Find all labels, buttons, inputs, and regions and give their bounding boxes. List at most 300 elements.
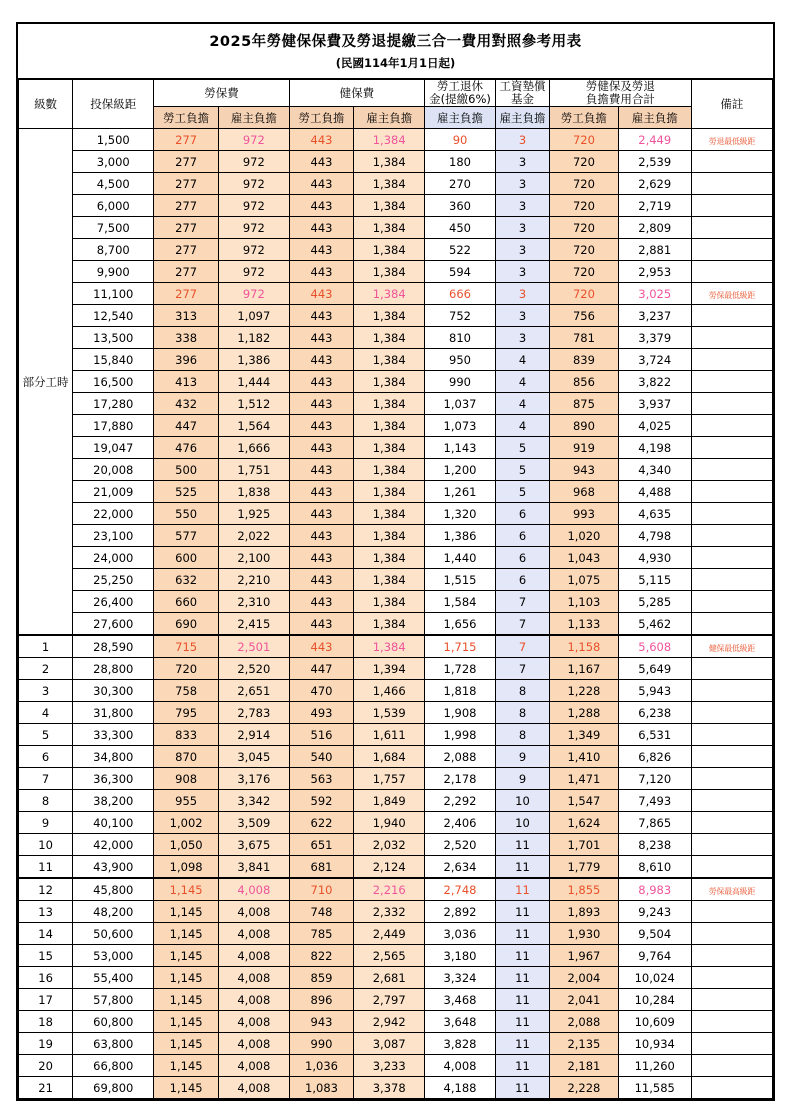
th-wage-fund-line1: 工資墊償 [499, 79, 546, 93]
cell-health-employer: 1,684 [354, 746, 425, 768]
cell-wage-fund: 11 [495, 1033, 549, 1055]
table-row [19, 702, 773, 724]
cell-bracket: 28,590 [73, 635, 154, 658]
cell-pension-employer: 1,261 [425, 481, 496, 503]
cell-total-employer: 5,462 [618, 613, 691, 636]
cell-total-employer: 4,798 [618, 525, 691, 547]
cell-grade: 18 [19, 1011, 73, 1033]
cell-health-employee: 443 [289, 459, 354, 481]
cell-bracket: 25,250 [73, 569, 154, 591]
cell-bracket: 13,500 [73, 327, 154, 349]
title-area [18, 24, 773, 79]
cell-health-employer: 1,849 [354, 790, 425, 812]
cell-total-employer: 6,826 [618, 746, 691, 768]
cell-remark [691, 217, 772, 239]
cell-total-employee: 1,133 [550, 613, 619, 636]
cell-labor-employee: 632 [154, 569, 219, 591]
th-total [550, 80, 692, 107]
cell-health-employer: 2,797 [354, 989, 425, 1011]
cell-total-employer: 9,504 [618, 923, 691, 945]
cell-health-employer: 1,940 [354, 812, 425, 834]
cell-bracket: 9,900 [73, 261, 154, 283]
cell-grade: 14 [19, 923, 73, 945]
cell-pension-employer: 752 [425, 305, 496, 327]
cell-total-employee: 875 [550, 393, 619, 415]
cell-total-employer: 4,930 [618, 547, 691, 569]
cell-total-employee: 856 [550, 371, 619, 393]
cell-health-employer: 1,384 [354, 459, 425, 481]
cell-labor-employee: 1,050 [154, 834, 219, 856]
cell-total-employee: 2,041 [550, 989, 619, 1011]
table-row [19, 305, 773, 327]
cell-labor-employee: 1,145 [154, 901, 219, 923]
cell-wage-fund: 3 [495, 327, 549, 349]
cell-health-employee: 443 [289, 261, 354, 283]
cell-labor-employer: 4,008 [218, 967, 289, 989]
cell-labor-employer: 4,008 [218, 923, 289, 945]
th-labor-insurance: 勞保費 [154, 80, 289, 107]
cell-total-employee: 1,779 [550, 856, 619, 879]
cell-total-employee: 1,967 [550, 945, 619, 967]
cell-total-employer: 4,198 [618, 437, 691, 459]
cell-pension-employer: 1,998 [425, 724, 496, 746]
cell-bracket: 1,500 [73, 129, 154, 151]
cell-total-employer: 2,953 [618, 261, 691, 283]
cell-total-employee: 1,349 [550, 724, 619, 746]
cell-remark [691, 1033, 772, 1055]
cell-pension-employer: 810 [425, 327, 496, 349]
table-row [19, 217, 773, 239]
cell-remark [691, 989, 772, 1011]
cell-bracket: 48,200 [73, 901, 154, 923]
cell-bracket: 30,300 [73, 680, 154, 702]
cell-health-employer: 1,384 [354, 283, 425, 305]
cell-health-employee: 443 [289, 525, 354, 547]
cell-health-employer: 1,384 [354, 525, 425, 547]
cell-health-employer: 1,384 [354, 393, 425, 415]
cell-health-employee: 443 [289, 283, 354, 305]
cell-labor-employer: 1,182 [218, 327, 289, 349]
cell-total-employee: 1,701 [550, 834, 619, 856]
table-row [19, 923, 773, 945]
cell-labor-employer: 2,022 [218, 525, 289, 547]
table-row [19, 658, 773, 680]
cell-labor-employee: 277 [154, 239, 219, 261]
cell-total-employer: 2,449 [618, 129, 691, 151]
cell-bracket: 23,100 [73, 525, 154, 547]
table-row [19, 349, 773, 371]
cell-total-employer: 2,809 [618, 217, 691, 239]
cell-remark [691, 349, 772, 371]
cell-labor-employer: 2,501 [218, 635, 289, 658]
cell-labor-employer: 1,564 [218, 415, 289, 437]
table-row [19, 415, 773, 437]
table-row [19, 195, 773, 217]
cell-wage-fund: 11 [495, 1055, 549, 1077]
cell-pension-employer: 950 [425, 349, 496, 371]
cell-total-employer: 8,238 [618, 834, 691, 856]
cell-labor-employer: 4,008 [218, 1033, 289, 1055]
table-row [19, 635, 773, 658]
cell-bracket: 6,000 [73, 195, 154, 217]
cell-remark [691, 525, 772, 547]
cell-grade: 3 [19, 680, 73, 702]
cell-remark [691, 305, 772, 327]
table-row [19, 768, 773, 790]
cell-total-employer: 5,115 [618, 569, 691, 591]
table-row [19, 1055, 773, 1077]
cell-labor-employer: 972 [218, 239, 289, 261]
cell-pension-employer: 2,406 [425, 812, 496, 834]
cell-remark [691, 724, 772, 746]
cell-pension-employer: 1,037 [425, 393, 496, 415]
cell-wage-fund: 3 [495, 261, 549, 283]
cell-pension-employer: 1,386 [425, 525, 496, 547]
cell-health-employee: 443 [289, 239, 354, 261]
cell-total-employee: 1,043 [550, 547, 619, 569]
cell-health-employee: 710 [289, 878, 354, 901]
cell-pension-employer: 4,008 [425, 1055, 496, 1077]
cell-total-employer: 11,585 [618, 1077, 691, 1099]
cell-labor-employer: 3,675 [218, 834, 289, 856]
cell-remark [691, 371, 772, 393]
cell-health-employer: 1,384 [354, 591, 425, 613]
cell-bracket: 38,200 [73, 790, 154, 812]
cell-bracket: 60,800 [73, 1011, 154, 1033]
cell-grade: 15 [19, 945, 73, 967]
table-row [19, 746, 773, 768]
cell-grade: 2 [19, 658, 73, 680]
cell-wage-fund: 9 [495, 746, 549, 768]
cell-labor-employer: 3,342 [218, 790, 289, 812]
cell-labor-employer: 4,008 [218, 878, 289, 901]
cell-bracket: 45,800 [73, 878, 154, 901]
cell-total-employer: 6,531 [618, 724, 691, 746]
cell-total-employee: 720 [550, 261, 619, 283]
cell-health-employee: 822 [289, 945, 354, 967]
cell-labor-employer: 4,008 [218, 945, 289, 967]
cell-health-employee: 990 [289, 1033, 354, 1055]
table-row [19, 569, 773, 591]
cell-total-employee: 919 [550, 437, 619, 459]
cell-labor-employee: 1,145 [154, 1011, 219, 1033]
cell-labor-employer: 4,008 [218, 989, 289, 1011]
cell-health-employer: 1,384 [354, 613, 425, 636]
cell-labor-employer: 2,415 [218, 613, 289, 636]
cell-total-employee: 1,893 [550, 901, 619, 923]
cell-total-employer: 10,934 [618, 1033, 691, 1055]
cell-remark [691, 878, 772, 901]
cell-health-employer: 1,384 [354, 503, 425, 525]
cell-health-employer: 2,216 [354, 878, 425, 901]
cell-total-employer: 9,764 [618, 945, 691, 967]
cell-labor-employer: 2,783 [218, 702, 289, 724]
cell-grade: 4 [19, 702, 73, 724]
table-row [19, 989, 773, 1011]
cell-health-employer: 1,384 [354, 173, 425, 195]
cell-health-employer: 1,384 [354, 239, 425, 261]
cell-bracket: 27,600 [73, 613, 154, 636]
cell-total-employer: 5,608 [618, 635, 691, 658]
premium-table [18, 79, 773, 1099]
cell-health-employer: 2,449 [354, 923, 425, 945]
cell-wage-fund: 3 [495, 217, 549, 239]
cell-labor-employer: 1,097 [218, 305, 289, 327]
cell-remark [691, 923, 772, 945]
header-row-1 [19, 80, 773, 107]
cell-pension-employer: 1,440 [425, 547, 496, 569]
table-body [19, 129, 773, 1099]
page-subtitle: (民國114年1月1日起) [335, 55, 456, 70]
cell-health-employer: 1,384 [354, 547, 425, 569]
cell-total-employee: 1,471 [550, 768, 619, 790]
cell-health-employer: 2,032 [354, 834, 425, 856]
cell-grade: 9 [19, 812, 73, 834]
cell-total-employee: 2,004 [550, 967, 619, 989]
cell-labor-employee: 500 [154, 459, 219, 481]
cell-total-employer: 2,539 [618, 151, 691, 173]
cell-pension-employer: 522 [425, 239, 496, 261]
cell-total-employer: 11,260 [618, 1055, 691, 1077]
cell-labor-employee: 1,145 [154, 1077, 219, 1099]
cell-wage-fund: 11 [495, 856, 549, 879]
cell-total-employee: 2,135 [550, 1033, 619, 1055]
cell-wage-fund: 7 [495, 635, 549, 658]
cell-labor-employee: 1,145 [154, 1055, 219, 1077]
cell-wage-fund: 8 [495, 702, 549, 724]
remark-note: 勞保最低級距 [708, 290, 755, 300]
cell-labor-employer: 972 [218, 151, 289, 173]
cell-pension-employer: 1,320 [425, 503, 496, 525]
cell-health-employer: 1,394 [354, 658, 425, 680]
cell-labor-employee: 525 [154, 481, 219, 503]
cell-wage-fund: 3 [495, 195, 549, 217]
cell-labor-employee: 476 [154, 437, 219, 459]
cell-health-employee: 563 [289, 768, 354, 790]
cell-labor-employer: 2,210 [218, 569, 289, 591]
cell-health-employer: 1,384 [354, 415, 425, 437]
table-row [19, 283, 773, 305]
cell-labor-employer: 2,310 [218, 591, 289, 613]
cell-total-employer: 9,243 [618, 901, 691, 923]
cell-bracket: 63,800 [73, 1033, 154, 1055]
cell-remark [691, 173, 772, 195]
cell-health-employer: 1,384 [354, 327, 425, 349]
cell-pension-employer: 1,818 [425, 680, 496, 702]
table-row [19, 591, 773, 613]
table-row [19, 1011, 773, 1033]
table-row [19, 613, 773, 636]
cell-remark [691, 967, 772, 989]
cell-bracket: 33,300 [73, 724, 154, 746]
table-row [19, 547, 773, 569]
cell-remark [691, 945, 772, 967]
cell-pension-employer: 2,748 [425, 878, 496, 901]
cell-remark [691, 1011, 772, 1033]
cell-labor-employee: 338 [154, 327, 219, 349]
cell-wage-fund: 11 [495, 945, 549, 967]
cell-labor-employee: 795 [154, 702, 219, 724]
cell-total-employer: 3,937 [618, 393, 691, 415]
cell-health-employee: 443 [289, 305, 354, 327]
cell-grade: 6 [19, 746, 73, 768]
cell-health-employee: 748 [289, 901, 354, 923]
cell-total-employee: 1,930 [550, 923, 619, 945]
cell-wage-fund: 3 [495, 305, 549, 327]
cell-health-employer: 1,384 [354, 569, 425, 591]
cell-wage-fund: 10 [495, 812, 549, 834]
cell-grade: 17 [19, 989, 73, 1011]
cell-labor-employee: 690 [154, 613, 219, 636]
cell-total-employee: 720 [550, 195, 619, 217]
cell-total-employer: 8,610 [618, 856, 691, 879]
cell-total-employee: 720 [550, 173, 619, 195]
cell-labor-employee: 550 [154, 503, 219, 525]
cell-total-employee: 1,075 [550, 569, 619, 591]
remark-note: 勞保最高級距 [708, 886, 755, 896]
cell-pension-employer: 3,648 [425, 1011, 496, 1033]
cell-pension-employer: 3,828 [425, 1033, 496, 1055]
cell-labor-employer: 1,386 [218, 349, 289, 371]
cell-grade: 10 [19, 834, 73, 856]
cell-health-employee: 859 [289, 967, 354, 989]
cell-health-employee: 443 [289, 393, 354, 415]
cell-wage-fund: 4 [495, 349, 549, 371]
cell-total-employee: 993 [550, 503, 619, 525]
cell-total-employee: 1,103 [550, 591, 619, 613]
cell-total-employer: 7,865 [618, 812, 691, 834]
cell-wage-fund: 7 [495, 613, 549, 636]
remark-note: 健保最低級距 [708, 643, 755, 653]
cell-bracket: 69,800 [73, 1077, 154, 1099]
cell-bracket: 7,500 [73, 217, 154, 239]
cell-labor-employee: 432 [154, 393, 219, 415]
cell-health-employer: 2,332 [354, 901, 425, 923]
cell-pension-employer: 594 [425, 261, 496, 283]
table-row [19, 724, 773, 746]
cell-total-employer: 3,025 [618, 283, 691, 305]
cell-health-employer: 1,384 [354, 217, 425, 239]
cell-wage-fund: 6 [495, 525, 549, 547]
cell-wage-fund: 4 [495, 415, 549, 437]
cell-health-employee: 443 [289, 349, 354, 371]
cell-health-employee: 443 [289, 503, 354, 525]
cell-total-employer: 10,024 [618, 967, 691, 989]
cell-total-employer: 6,238 [618, 702, 691, 724]
cell-total-employer: 2,881 [618, 239, 691, 261]
cell-total-employee: 839 [550, 349, 619, 371]
cell-labor-employer: 4,008 [218, 1055, 289, 1077]
cell-labor-employer: 972 [218, 195, 289, 217]
cell-total-employee: 2,088 [550, 1011, 619, 1033]
cell-bracket: 28,800 [73, 658, 154, 680]
table-row [19, 901, 773, 923]
cell-health-employee: 540 [289, 746, 354, 768]
cell-labor-employer: 3,045 [218, 746, 289, 768]
cell-grade: 8 [19, 790, 73, 812]
cell-health-employee: 443 [289, 129, 354, 151]
cell-total-employee: 1,228 [550, 680, 619, 702]
cell-labor-employer: 4,008 [218, 1011, 289, 1033]
cell-labor-employee: 1,145 [154, 989, 219, 1011]
cell-remark [691, 547, 772, 569]
cell-total-employer: 3,379 [618, 327, 691, 349]
cell-health-employer: 1,384 [354, 635, 425, 658]
cell-total-employer: 5,285 [618, 591, 691, 613]
cell-pension-employer: 450 [425, 217, 496, 239]
cell-remark [691, 680, 772, 702]
cell-remark [691, 1055, 772, 1077]
table-row [19, 812, 773, 834]
cell-remark [691, 834, 772, 856]
cell-labor-employer: 4,008 [218, 1077, 289, 1099]
cell-wage-fund: 11 [495, 901, 549, 923]
cell-health-employer: 1,611 [354, 724, 425, 746]
cell-bracket: 8,700 [73, 239, 154, 261]
cell-total-employee: 1,410 [550, 746, 619, 768]
cell-bracket: 43,900 [73, 856, 154, 879]
cell-grade: 16 [19, 967, 73, 989]
cell-pension-employer: 3,324 [425, 967, 496, 989]
cell-health-employee: 493 [289, 702, 354, 724]
cell-health-employee: 443 [289, 547, 354, 569]
cell-health-employee: 622 [289, 812, 354, 834]
cell-remark [691, 635, 772, 658]
cell-wage-fund: 7 [495, 658, 549, 680]
cell-health-employee: 443 [289, 569, 354, 591]
cell-wage-fund: 3 [495, 129, 549, 151]
table-row [19, 327, 773, 349]
cell-total-employee: 1,547 [550, 790, 619, 812]
cell-health-employer: 1,384 [354, 349, 425, 371]
cell-total-employee: 720 [550, 129, 619, 151]
cell-total-employee: 1,158 [550, 635, 619, 658]
cell-labor-employer: 1,666 [218, 437, 289, 459]
cell-labor-employee: 277 [154, 261, 219, 283]
cell-health-employer: 1,384 [354, 129, 425, 151]
cell-labor-employee: 833 [154, 724, 219, 746]
cell-grade: 1 [19, 635, 73, 658]
table-row [19, 239, 773, 261]
cell-grade: 20 [19, 1055, 73, 1077]
cell-bracket: 31,800 [73, 702, 154, 724]
cell-total-employee: 2,228 [550, 1077, 619, 1099]
cell-labor-employer: 972 [218, 129, 289, 151]
cell-pension-employer: 1,584 [425, 591, 496, 613]
cell-health-employee: 443 [289, 591, 354, 613]
cell-bracket: 20,008 [73, 459, 154, 481]
cell-labor-employer: 2,100 [218, 547, 289, 569]
cell-pension-employer: 4,188 [425, 1077, 496, 1099]
cell-health-employee: 896 [289, 989, 354, 1011]
cell-wage-fund: 8 [495, 724, 549, 746]
table-row [19, 459, 773, 481]
table-row [19, 834, 773, 856]
cell-labor-employer: 1,751 [218, 459, 289, 481]
cell-pension-employer: 2,178 [425, 768, 496, 790]
cell-total-employee: 2,181 [550, 1055, 619, 1077]
table-row [19, 1077, 773, 1099]
cell-labor-employer: 3,176 [218, 768, 289, 790]
cell-labor-employee: 600 [154, 547, 219, 569]
cell-labor-employee: 413 [154, 371, 219, 393]
cell-labor-employee: 1,145 [154, 923, 219, 945]
cell-bracket: 12,540 [73, 305, 154, 327]
cell-labor-employee: 955 [154, 790, 219, 812]
cell-remark [691, 901, 772, 923]
cell-grade: 21 [19, 1077, 73, 1099]
cell-total-employer: 4,340 [618, 459, 691, 481]
